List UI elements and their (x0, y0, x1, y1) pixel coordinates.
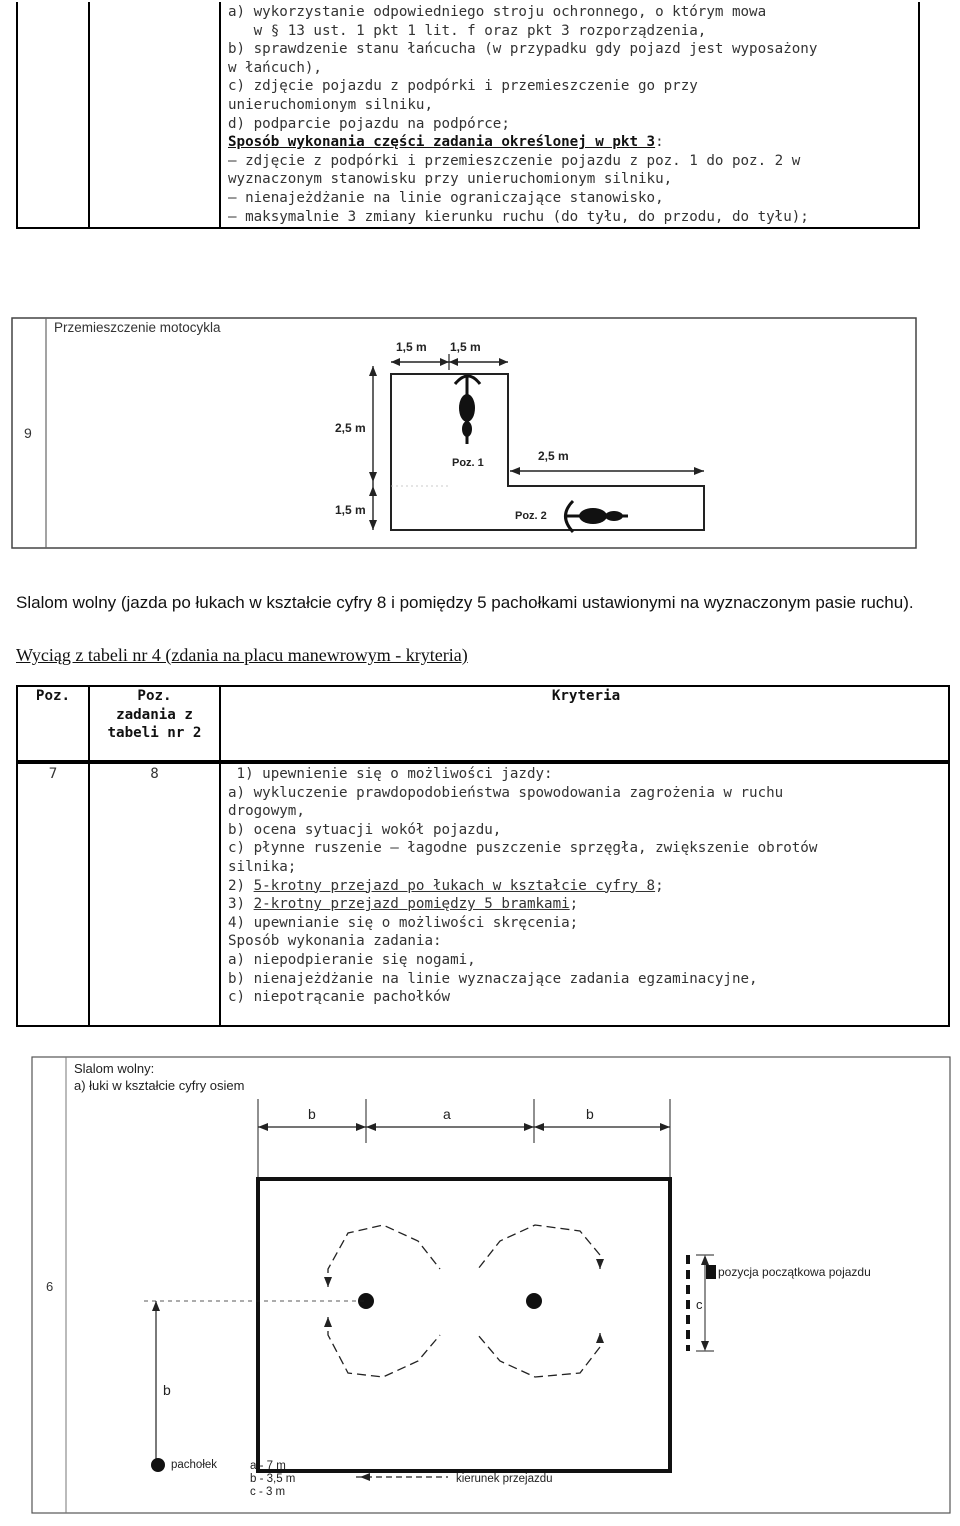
method-line-3: – nienajeżdżanie na linie ograniczające stanowisko, (228, 189, 664, 206)
figure2-title-1: Slalom wolny: (74, 1061, 155, 1076)
dim-left-lower: 1,5 m (335, 503, 366, 517)
criteria-col-divider-2 (219, 685, 221, 1027)
top-table-col-divider-1 (88, 2, 90, 229)
header-poz-task-line-1: Poz. (137, 688, 172, 704)
top-table-col-divider-2 (219, 2, 221, 229)
criteria-tail-4: b) nienajeżdżanie na linie wyznaczające zadania egzaminacyjne, (228, 970, 758, 987)
figure1-title: Przemieszczenie motocykla (54, 320, 221, 335)
top-table-text (228, 3, 918, 226)
criteria-line-3: drogowym, (228, 803, 305, 820)
method-heading: Sposób wykonania części zadania określonej w pkt 3 (228, 134, 656, 151)
legend-b: b - 3,5 m (250, 1473, 296, 1485)
dim-top-left: 1,5 m (396, 340, 427, 354)
dim-c: c (696, 1297, 703, 1312)
criteria-line-4: b) ocena sytuacji wokół pojazdu, (228, 821, 502, 838)
criteria-line-5: c) płynne ruszenie – łagodne puszczenie sprzęgła, zwiększenie obrotów (228, 840, 818, 857)
top-line-6: unieruchomionym silniku, (228, 96, 433, 113)
method-line-2: wyznaczonym stanowisku przy unieruchomionym silniku, (228, 171, 673, 188)
legend-cone: pachołek (171, 1459, 218, 1471)
criteria-item-2 (228, 877, 943, 896)
cone-right (526, 1293, 542, 1309)
criteria-line-1: 1) upewnienie się o możliwości jazdy: (228, 766, 553, 782)
dim-left-upper: 2,5 m (335, 421, 366, 435)
top-line-1: a) wykorzystanie odpowiedniego stroju ochronnego, o którym mowa (228, 4, 767, 20)
item2-end: ; (655, 877, 664, 894)
dim-right: 2,5 m (538, 449, 569, 463)
dim-a: a (443, 1106, 451, 1122)
top-line-4: w łańcuch), (228, 59, 322, 76)
item2-text: 5-krotny przejazd po łukach w kształcie cyfry 8 (253, 877, 656, 894)
top-line-5: c) zdjęcie pojazdu z podpórki i przemieszczenie go przy (228, 78, 698, 95)
row-poz-task: 8 (150, 766, 159, 782)
criteria-line-2: a) wykluczenie prawdopodobieństwa spowodowania zagrożenia w ruchu (228, 784, 784, 801)
item2-number: 2) (228, 877, 254, 894)
start-marker-icon (706, 1265, 716, 1279)
criteria-tail-5: c) niepotrącanie pachołków (228, 989, 451, 1006)
criteria-tail-1: 4) upewnianie się o możliwości skręcenia; (228, 914, 579, 931)
legend-direction: kierunek przejazdu (456, 1473, 553, 1485)
legend-cone-icon (151, 1458, 165, 1472)
method-heading-line (228, 133, 918, 152)
criteria-line-6: silnika; (228, 858, 297, 875)
top-line-2: w § 13 ust. 1 pkt 1 lit. f oraz pkt 3 rozporządzenia, (228, 22, 707, 39)
item3-text: 2-krotny przejazd pomiędzy 5 bramkami (253, 896, 570, 913)
motorcycle-maneuver-figure (10, 314, 920, 554)
figure2-row-number: 6 (46, 1279, 54, 1294)
item3-end: ; (569, 896, 579, 913)
header-poz-task (90, 687, 219, 743)
pos2-label: Poz. 2 (515, 510, 547, 522)
legend-c: c - 3 m (250, 1486, 286, 1498)
dim-top-right: 1,5 m (450, 340, 481, 354)
criteria-tail-2: Sposób wykonania zadania: (228, 933, 442, 950)
method-colon: : (655, 134, 664, 151)
figure1-row-number: 9 (24, 425, 32, 441)
start-position-label: pozycja początkowa pojazdu (718, 1265, 871, 1279)
row-poz: 7 (48, 766, 58, 782)
dim-b-left: b (308, 1106, 316, 1122)
item3-number: 3) (228, 896, 254, 913)
criteria-item-3 (228, 895, 943, 914)
header-poz-task-line-3: tabeli nr 2 (107, 725, 202, 742)
top-line-7: d) podparcie pojazdu na podpórce; (228, 115, 510, 132)
top-line-3: b) sprawdzenie stanu łańcucha (w przypadku gdy pojazd jest wyposażony (228, 41, 818, 58)
header-poz-task-line-2: zadania z (116, 706, 193, 723)
legend-a: a - 7 m (250, 1460, 286, 1472)
criteria-tail-3: a) niepodpieranie się nogami, (228, 951, 476, 968)
slalom-figure (30, 1055, 952, 1515)
pos1-label: Poz. 1 (452, 457, 484, 469)
header-criteria: Kryteria (551, 688, 621, 704)
method-line-1: – zdjęcie z podpórki i przemieszczenie pojazdu z poz. 1 do poz. 2 w (228, 152, 801, 169)
dim-b-right: b (586, 1106, 594, 1122)
method-line-4: – maksymalnie 3 zmiany kierunku ruchu (do tyłu, do przodu, do tyłu); (228, 208, 809, 225)
dim-b-vertical: b (163, 1382, 171, 1398)
slalom-intro: Slalom wolny (jazda po łukach w kształcie cyfry 8 i pomiędzy 5 pachołkami ustawionymi na wyznaczonym pasie ruchu). (16, 593, 914, 612)
header-poz: Poz. (35, 688, 71, 704)
figure2-title-2: a) łuki w kształcie cyfry osiem (74, 1078, 245, 1093)
criteria-heading: Wyciąg z tabeli nr 4 (zdania na placu manewrowym - kryteria) (16, 645, 468, 665)
row-criteria (228, 765, 943, 1007)
